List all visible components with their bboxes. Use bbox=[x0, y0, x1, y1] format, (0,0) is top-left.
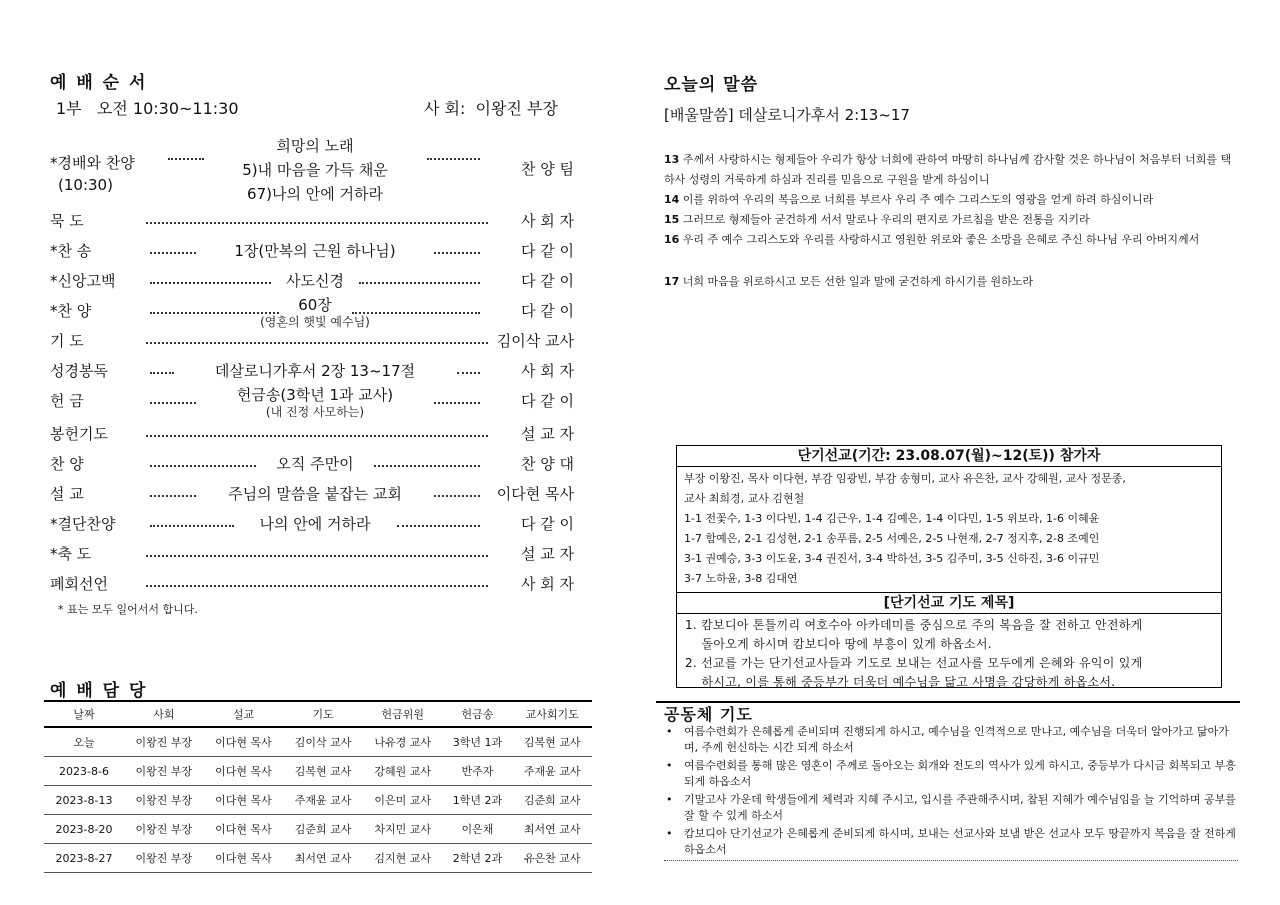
list-item bbox=[664, 826, 1238, 858]
worship-item-role: 다 같 이 bbox=[520, 392, 574, 410]
mission-prayer-line: 하시고, 이를 통해 중등부가 더욱더 예수님을 닮고 사명을 감당하게 하옵소서. bbox=[685, 675, 1116, 689]
mission-prayer-list bbox=[677, 614, 1221, 692]
leader-dots bbox=[146, 222, 488, 224]
worship-item-content bbox=[50, 294, 580, 328]
col-moderator: 사회 bbox=[124, 701, 204, 727]
mission-prayer-line: 돌아오게 하시며 캄보디아 땅에 부흥이 있게 하옵소서. bbox=[685, 637, 992, 651]
worship-item-name: 설 교 bbox=[50, 485, 84, 503]
table-row bbox=[44, 815, 592, 844]
worship-item-name: *경배와 찬양 bbox=[50, 154, 135, 172]
worship-item-subtitle: (영혼의 햇빛 예수님) bbox=[260, 315, 370, 329]
mission-prayer-line: 2. 선교를 가는 단기선교사들과 기도로 보내는 선교사를 모두에게 은혜와 유익이 있게 bbox=[685, 656, 1143, 670]
worship-item-content bbox=[50, 483, 580, 505]
mission-title: 단기선교(기간: 23.08.07(월)~12(토)) 참가자 bbox=[677, 446, 1221, 467]
worship-item-line: 사도신경 bbox=[286, 272, 344, 290]
worship-item-role: 다 같 이 bbox=[520, 302, 574, 320]
leader-dots bbox=[359, 282, 480, 284]
worship-item-content bbox=[50, 360, 580, 382]
worship-item-line: 헌금송(3학년 1과 교사) bbox=[236, 386, 394, 404]
table-cell: 이왕진 부장 bbox=[124, 757, 204, 786]
worship-item-line: 나의 안에 거하라 bbox=[259, 515, 371, 533]
worship-row bbox=[50, 543, 580, 567]
table-cell: 2023-8-6 bbox=[44, 757, 124, 786]
worship-item-role: 김이삭 교사 bbox=[496, 332, 574, 350]
community-prayer-text: 캄보디아 단기선교가 은혜롭게 준비되게 하시며, 보내는 선교사와 보냄 받은 선교사 모두 땅끝까지 복음을 잘 전하게 하옵소서 bbox=[684, 827, 1236, 856]
worship-item-role: 설 교 자 bbox=[520, 425, 574, 443]
worship-item-content bbox=[50, 513, 580, 535]
worship-item-content bbox=[50, 384, 580, 418]
worship-item-line: 주님의 말씀을 붙잡는 교회 bbox=[228, 485, 402, 503]
worship-item-name: 찬 양 bbox=[50, 455, 84, 473]
list-item bbox=[664, 758, 1238, 790]
col-prayer: 기도 bbox=[283, 701, 363, 727]
verse-item bbox=[664, 230, 1238, 250]
worship-item-content bbox=[50, 270, 580, 292]
worship-row bbox=[50, 423, 580, 447]
word-passage: [배울말씀] 데살로니가후서 2:13~17 bbox=[664, 106, 910, 124]
community-top-rule bbox=[656, 701, 1240, 703]
table-cell: 2023-8-20 bbox=[44, 815, 124, 844]
table-cell: 이왕진 부장 bbox=[124, 844, 204, 873]
community-title: 공동체 기도 bbox=[664, 705, 753, 724]
worship-row bbox=[50, 210, 580, 234]
worship-item-name: 헌 금 bbox=[50, 392, 84, 410]
col-teacher-prayer: 교사회기도 bbox=[512, 701, 592, 727]
staff-header-row bbox=[44, 701, 592, 727]
verse-item bbox=[664, 150, 1238, 190]
worship-item-line: 67)나의 안에 거하라 bbox=[247, 185, 383, 203]
participant-line: 3-1 권예승, 3-3 이도윤, 3-4 권진서, 3-4 박하선, 3-5 김주미, 3-5 신하진, 3-6 이규민 bbox=[684, 552, 1100, 565]
worship-item-role: 다 같 이 bbox=[520, 515, 574, 533]
table-cell: 유은찬 교사 bbox=[512, 844, 592, 873]
table-row bbox=[44, 844, 592, 873]
worship-item-role: 다 같 이 bbox=[520, 242, 574, 260]
table-row bbox=[44, 786, 592, 815]
worship-row bbox=[50, 270, 580, 294]
worship-item-name: 기 도 bbox=[50, 332, 84, 350]
table-cell: 3학년 1과 bbox=[443, 727, 513, 757]
leader-dots bbox=[457, 372, 481, 374]
worship-row bbox=[50, 483, 580, 507]
table-cell: 김준희 교사 bbox=[512, 786, 592, 815]
worship-row bbox=[50, 360, 580, 384]
worship-moderator: 사 회: 이왕진 부장 bbox=[424, 99, 558, 118]
bullet-icon: • bbox=[666, 759, 673, 772]
participant-line: 교사 최희경, 교사 김현철 bbox=[684, 492, 805, 505]
participant-line: 1-1 전꽃수, 1-3 이다빈, 1-4 김근우, 1-4 김예은, 1-4 이다민, 1-5 위보라, 1-6 이혜윤 bbox=[684, 512, 1100, 525]
verse-number: 13 bbox=[664, 153, 680, 166]
worship-item-content bbox=[50, 240, 580, 262]
table-cell: 이왕진 부장 bbox=[124, 727, 204, 757]
leader-dots bbox=[146, 435, 488, 437]
list-item bbox=[664, 724, 1238, 756]
worship-row bbox=[50, 330, 580, 354]
table-row bbox=[44, 757, 592, 786]
worship-row bbox=[50, 386, 580, 419]
table-cell: 반주자 bbox=[443, 757, 513, 786]
worship-item-time: (10:30) bbox=[58, 176, 113, 194]
mission-prayer-title: [단기선교 기도 제목] bbox=[677, 592, 1221, 614]
leader-dots bbox=[427, 158, 481, 160]
worship-row bbox=[50, 453, 580, 477]
table-cell: 오늘 bbox=[44, 727, 124, 757]
worship-row bbox=[50, 240, 580, 264]
leader-dots bbox=[146, 585, 488, 587]
worship-row bbox=[50, 137, 580, 203]
leader-dots bbox=[150, 495, 196, 497]
verse-item bbox=[664, 272, 1238, 292]
worship-item-name: *결단찬양 bbox=[50, 515, 116, 533]
worship-item-line: 60장 bbox=[298, 296, 332, 314]
table-cell: 김복현 교사 bbox=[283, 757, 363, 786]
worship-item-line: 데살로니가후서 2장 13~17절 bbox=[214, 362, 416, 380]
table-cell: 이다현 목사 bbox=[204, 844, 284, 873]
bullet-icon: • bbox=[666, 793, 673, 806]
table-cell: 김이삭 교사 bbox=[283, 727, 363, 757]
worship-item-name: *찬 송 bbox=[50, 242, 92, 260]
leader-dots bbox=[150, 372, 174, 374]
leader-dots bbox=[352, 312, 481, 314]
worship-row bbox=[50, 573, 580, 597]
leader-dots bbox=[150, 465, 256, 467]
bullet-icon: • bbox=[666, 725, 673, 738]
verse-item bbox=[664, 210, 1238, 230]
worship-item-name: *찬 양 bbox=[50, 302, 92, 320]
worship-item-role: 찬 양 팀 bbox=[520, 160, 574, 178]
worship-item-subtitle: (내 진정 사모하는) bbox=[265, 405, 365, 419]
leader-dots bbox=[146, 555, 488, 557]
standing-note: * 표는 모두 일어서서 합니다. bbox=[58, 603, 198, 616]
participant-line: 부장 이왕진, 목사 이다현, 부감 임광빈, 부감 송형미, 교사 유은찬, 교사 강혜원, 교사 정문종, bbox=[684, 472, 1126, 485]
worship-item-role: 사 회 자 bbox=[520, 575, 574, 593]
worship-item-role: 사 회 자 bbox=[520, 362, 574, 380]
community-prayer-text: 여름수련회가 은혜롭게 준비되며 진행되게 하시고, 예수님을 인격적으로 만나고, 예수님을 더욱더 알아가고 닮아가며, 주께 헌신하는 시간 되게 하소서 bbox=[684, 725, 1229, 754]
verse-text: 너희 마음을 위로하시고 모든 선한 일과 말에 굳건하게 하시기를 원하노라 bbox=[679, 275, 1034, 288]
verse-item bbox=[664, 190, 1238, 210]
verse-text: 그러므로 형제들아 굳건하게 서서 말로나 우리의 편지로 가르침을 받은 전통을 지키라 bbox=[679, 213, 1090, 226]
col-offering-song: 헌금송 bbox=[443, 701, 513, 727]
worship-item-name: *축 도 bbox=[50, 545, 92, 563]
participant-line: 3-7 노하윤, 3-8 김대연 bbox=[684, 572, 798, 585]
table-cell: 차지민 교사 bbox=[363, 815, 443, 844]
worship-item-line: 5)내 마음을 가득 채운 bbox=[242, 161, 388, 179]
worship-item-line: 희망의 노래 bbox=[276, 137, 354, 155]
col-offering-staff: 헌금위원 bbox=[363, 701, 443, 727]
col-date: 날짜 bbox=[44, 701, 124, 727]
leader-dots bbox=[150, 252, 196, 254]
worship-item-role: 다 같 이 bbox=[520, 272, 574, 290]
worship-item-role: 설 교 자 bbox=[520, 545, 574, 563]
community-prayer-text: 여름수련회를 통해 많은 영혼이 주께로 돌아오는 회개와 전도의 역사가 있게 하시고, 중등부가 다시금 회복되고 부흥되게 하옵소서 bbox=[684, 759, 1236, 788]
table-cell: 주재윤 교사 bbox=[283, 786, 363, 815]
table-cell: 2023-8-13 bbox=[44, 786, 124, 815]
verse-text: 주께서 사랑하시는 형제들아 우리가 항상 너희에 관하여 마땅히 하나님께 감사할 것은 하나님이 처음부터 너희를 택하사 성령의 거룩하게 하심과 진리를 믿음으로 구원을 받게 하심이니 bbox=[664, 153, 1232, 186]
participant-list bbox=[677, 467, 1221, 589]
worship-item-content bbox=[50, 134, 580, 206]
table-row bbox=[44, 727, 592, 757]
table-cell: 나유경 교사 bbox=[363, 727, 443, 757]
table-cell: 이왕진 부장 bbox=[124, 786, 204, 815]
leader-dots bbox=[146, 342, 488, 344]
table-cell: 최서연 교사 bbox=[283, 844, 363, 873]
table-cell: 김복현 교사 bbox=[512, 727, 592, 757]
table-cell: 주재윤 교사 bbox=[512, 757, 592, 786]
table-cell: 이다현 목사 bbox=[204, 786, 284, 815]
worship-item-role: 찬 양 대 bbox=[520, 455, 574, 473]
verse-number: 17 bbox=[664, 275, 680, 288]
table-cell: 1학년 2과 bbox=[443, 786, 513, 815]
leader-dots bbox=[150, 282, 271, 284]
table-cell: 최서연 교사 bbox=[512, 815, 592, 844]
leader-dots bbox=[397, 525, 481, 527]
word-title: 오늘의 말씀 bbox=[664, 75, 759, 95]
table-cell: 이다현 목사 bbox=[204, 727, 284, 757]
table-cell: 이은미 교사 bbox=[363, 786, 443, 815]
table-cell: 김준희 교사 bbox=[283, 815, 363, 844]
table-cell: 이다현 목사 bbox=[204, 757, 284, 786]
mission-prayer-line: 1. 캄보디아 톤틀끼리 여호수아 아카데미를 중심으로 주의 복음을 잘 전하고 안전하게 bbox=[685, 618, 1143, 632]
worship-item-name: 성경봉독 bbox=[50, 362, 108, 380]
worship-item-name: 묵 도 bbox=[50, 212, 84, 230]
worship-item-name: *신앙고백 bbox=[50, 272, 116, 290]
verse-number: 15 bbox=[664, 213, 680, 226]
worship-session: 1부 오전 10:30~11:30 bbox=[56, 99, 239, 118]
leader-dots bbox=[434, 402, 480, 404]
community-prayer-text: 기말고사 가운데 학생들에게 체력과 지혜 주시고, 입시를 주관해주시며, 참된 지혜가 예수님임을 늘 기억하며 공부를 잘 할 수 있게 하소서 bbox=[684, 793, 1236, 822]
participant-line: 1-7 함예은, 2-1 김성현, 2-1 송푸름, 2-5 서예은, 2-5 나현재, 2-7 정지후, 2-8 조예인 bbox=[684, 532, 1100, 545]
leader-dots bbox=[434, 495, 480, 497]
worship-item-line: 오직 주만이 bbox=[276, 455, 354, 473]
leader-dots bbox=[168, 158, 204, 160]
leader-dots bbox=[150, 402, 196, 404]
table-cell: 강혜원 교사 bbox=[363, 757, 443, 786]
col-sermon: 설교 bbox=[204, 701, 284, 727]
mission-box bbox=[676, 445, 1222, 688]
worship-item-content bbox=[50, 453, 580, 475]
worship-item-name: 폐회선언 bbox=[50, 575, 108, 593]
community-bottom-rule bbox=[664, 860, 1238, 861]
worship-row bbox=[50, 296, 580, 329]
worship-item-role: 사 회 자 bbox=[520, 212, 574, 230]
leader-dots bbox=[434, 252, 480, 254]
table-cell: 2023-8-27 bbox=[44, 844, 124, 873]
staff-table bbox=[44, 700, 592, 873]
table-cell: 이다현 목사 bbox=[204, 815, 284, 844]
staff-title: 예 배 담 당 bbox=[50, 681, 148, 701]
table-cell: 김지현 교사 bbox=[363, 844, 443, 873]
leader-dots bbox=[150, 312, 279, 314]
verse-text: 우리 주 예수 그리스도와 우리를 사랑하시고 영원한 위로와 좋은 소망을 은혜로 주신 하나님 우리 아버지께서 bbox=[679, 233, 1200, 246]
worship-item-role: 이다현 목사 bbox=[496, 485, 574, 503]
bullet-icon: • bbox=[666, 827, 673, 840]
worship-item-name: 봉헌기도 bbox=[50, 425, 108, 443]
verse-number: 14 bbox=[664, 193, 680, 206]
worship-row bbox=[50, 513, 580, 537]
table-cell: 이은채 bbox=[443, 815, 513, 844]
list-item bbox=[664, 792, 1238, 824]
worship-title: 예 배 순 서 bbox=[50, 73, 148, 93]
verse-text: 이를 위하여 우리의 복음으로 너희를 부르사 우리 주 예수 그리스도의 영광을 얻게 하려 하심이니라 bbox=[679, 193, 1154, 206]
leader-dots bbox=[374, 465, 480, 467]
table-cell: 이왕진 부장 bbox=[124, 815, 204, 844]
verse-number: 16 bbox=[664, 233, 680, 246]
table-cell: 2학년 2과 bbox=[443, 844, 513, 873]
leader-dots bbox=[150, 525, 234, 527]
worship-item-line: 1장(만복의 근원 하나님) bbox=[234, 242, 396, 260]
